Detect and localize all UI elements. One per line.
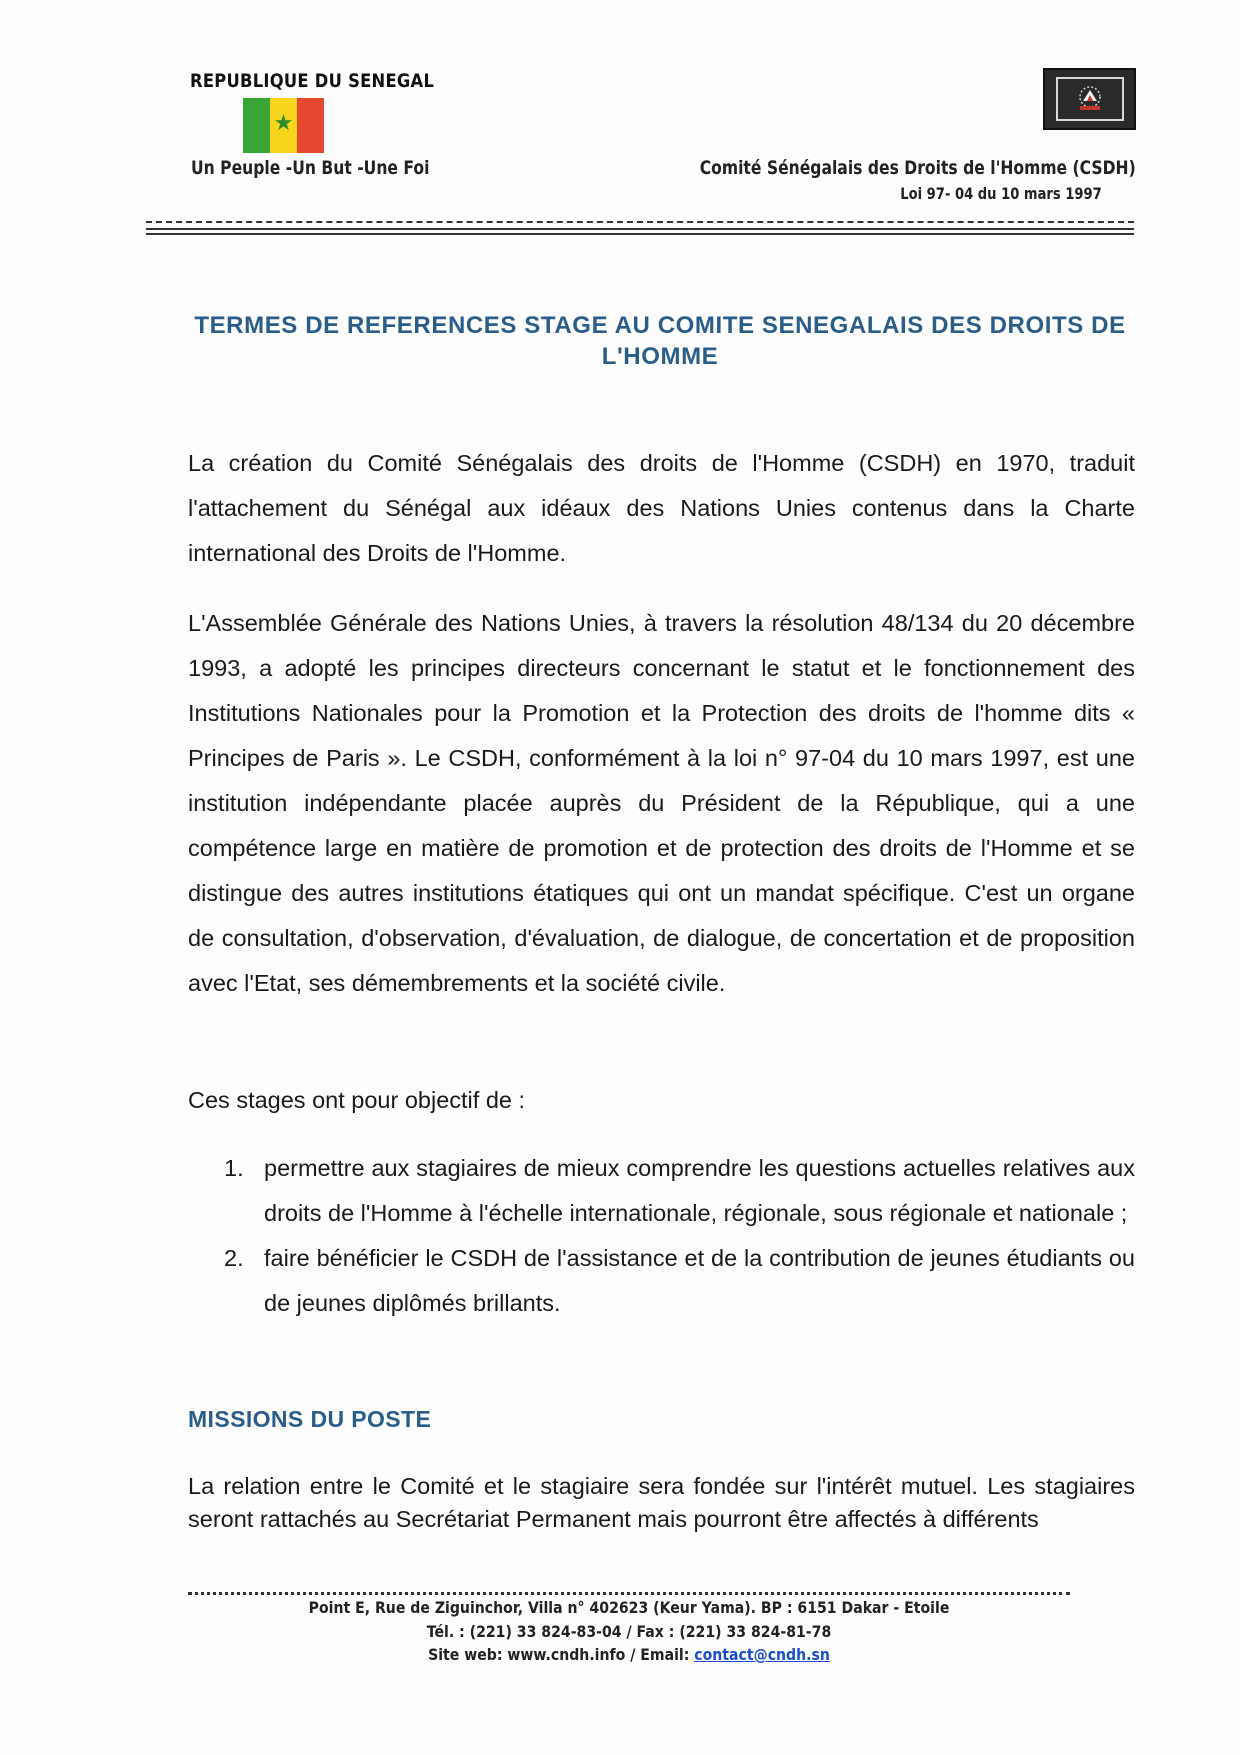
intro-paragraph: La création du Comité Sénégalais des droits de l'Homme (CSDH) en 1970, traduit l'attachement du Sénégal aux idéaux des Nations Unies contenus dans la Charte international des Droits de l'Homme.: [188, 450, 1135, 566]
document-title: TERMES DE REFERENCES STAGE AU COMITE SENEGALAIS DES DROITS DE L'HOMME: [194, 312, 1126, 370]
founding-law: Loi 97- 04 du 10 mars 1997: [900, 184, 1102, 203]
senegal-flag: [243, 98, 324, 153]
footer-divider: [188, 1592, 1070, 1595]
header-divider-dashed: [146, 221, 1134, 223]
list-item-text: permettre aux stagiaires de mieux comprendre les questions actuelles relatives aux droits de l'Homme à l'échelle internationale, régionale, sous régionale et nationale ;: [264, 1155, 1135, 1226]
objectives-intro: Ces stages ont pour objectif de :: [188, 1087, 526, 1113]
section-heading-missions: MISSIONS DU POSTE: [188, 1406, 432, 1432]
organization-name: Comité Sénégalais des Droits de l'Homme (CSDH): [700, 157, 1136, 179]
objectives-list: [188, 1146, 1135, 1326]
footer-address: Point E, Rue de Ziguinchor, Villa n° 402623 (Keur Yama). BP : 6151 Dakar - Etoile: [308, 1598, 950, 1617]
footer-web-email: [241, 1643, 1017, 1667]
csdh-emblem-icon: [1056, 77, 1124, 121]
footer-contact: [188, 1596, 1070, 1667]
context-paragraph: L'Assemblée Générale des Nations Unies, à travers la résolution 48/134 du 20 décembre 1993, a adopté les principes directeurs concernant le statut et le fonctionnement des Institutions Nationales pour la Promotion et la Protection des droits de l'homme dits « Principes de Paris ». Le CSDH, conformément à la loi n° 97-04 du 10 mars 1997, est une institution indépendante placée auprès du Président de la République, qui a une compétence large en matière de promotion et de protection des droits de l'Homme et se distingue des autres institutions étatiques qui ont un mandat spécifique. C'est un organe de consultation, d'observation, d'évaluation, de dialogue, de concertation et de proposition avec l'Etat, ses démembrements et la société civile.: [188, 610, 1135, 996]
list-item: [188, 1236, 1135, 1326]
national-motto: Un Peuple -Un But -Une Foi: [191, 157, 430, 179]
list-item: [188, 1146, 1135, 1236]
star-icon: ★: [273, 110, 294, 135]
footer-phone-fax: Tél. : (221) 33 824-83-04 / Fax : (221) 33 824-81-78: [426, 1621, 832, 1641]
csdh-logo: [1043, 68, 1136, 130]
email-link[interactable]: contact@cndh.sn: [694, 1645, 830, 1664]
flag-green-band: [243, 98, 270, 153]
republic-heading: REPUBLIQUE DU SENEGAL: [190, 70, 435, 92]
flag-yellow-band: [270, 98, 297, 153]
list-item-number: 2.: [224, 1245, 244, 1271]
footer-web-label: Site web: www.cndh.info / Email:: [428, 1645, 695, 1664]
list-item-number: 1.: [224, 1155, 244, 1181]
header-divider: [146, 228, 1134, 230]
header-divider: [146, 233, 1134, 235]
flag-red-band: [297, 98, 324, 153]
list-item-text: faire bénéficier le CSDH de l'assistance et de la contribution de jeunes étudiants ou de jeunes diplômés brillants.: [264, 1245, 1135, 1316]
missions-paragraph: La relation entre le Comité et le stagiaire sera fondée sur l'intérêt mutuel. Les stagiaires seront rattachés au Secrétariat Permanent mais pourront être affectés à différents: [188, 1473, 1135, 1532]
